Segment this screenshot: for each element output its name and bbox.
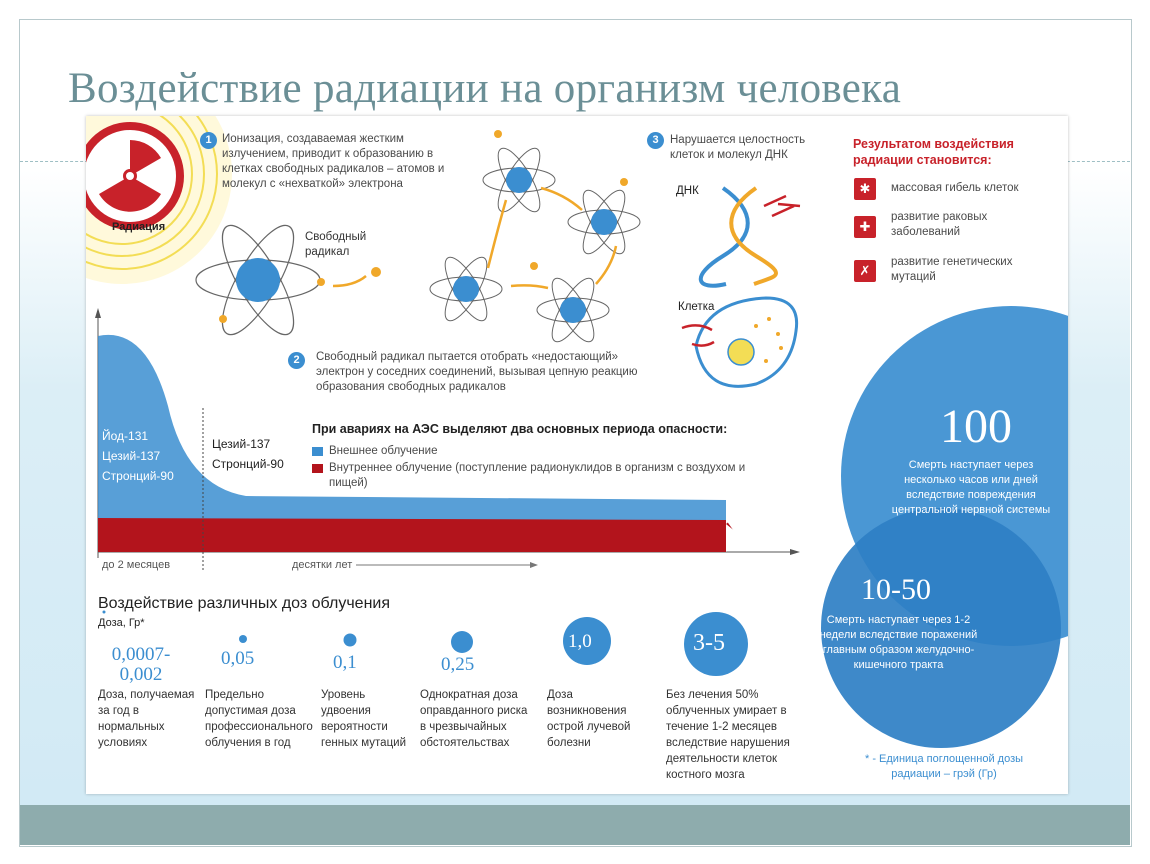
- result-item-1: массовая гибель клеток: [891, 182, 1019, 194]
- dose-value: 0,25: [441, 654, 475, 675]
- footer-band: [20, 805, 1130, 845]
- late-isotope: Цезий-137: [212, 437, 271, 451]
- results-title: Результатом воздействия радиации становится:: [853, 137, 1014, 167]
- internal-legend-label: Внутреннее облучение (поступление радионуклидов в организм с воздухом и пищей): [329, 462, 746, 489]
- dose-description: Без лечения 50% облученных умирает в течение 1-2 месяцев вследствие нарушения деятельности клеток костного мозга: [666, 689, 790, 781]
- dose-description: Предельно допустимая доза профессионального облучения в год: [205, 689, 313, 749]
- result-item-3: развитие генетических мутаций: [891, 256, 1013, 283]
- dose-description: Доза возникновения острой лучевой болезни: [547, 689, 631, 749]
- result-item-2: развитие раковых заболеваний: [891, 211, 988, 238]
- early-isotope: Стронций-90: [102, 469, 174, 483]
- dose-description: Доза, получаемая за год в нормальных условиях: [98, 689, 195, 749]
- step-2-text: Свободный радикал пытается отобрать «недостающий» электрон у соседних соединений, вызывая цепную реакцию образования свободных радикалов: [316, 351, 638, 393]
- dose-value: 0,1: [333, 652, 357, 673]
- footnote: * - Единица поглощенной дозы радиации – грэй (Гр): [864, 753, 1024, 780]
- axis-late-label: десятки лет: [292, 558, 356, 573]
- internal-legend-swatch: [312, 464, 323, 473]
- periods-heading: При авариях на АЭС выделяют два основных периода опасности:: [312, 422, 728, 436]
- dose-description: Уровень удвоения вероятности генных мутаций: [321, 689, 407, 749]
- dose-unit: Доза, Гр*: [98, 617, 145, 629]
- dose-value: 1,0: [568, 631, 592, 652]
- big-dose-description: Смерть наступает через 1-2 недели вследствие поражений главным образом желудочно-кишечного тракта: [819, 614, 978, 671]
- cells-icon: ✱: [854, 178, 876, 200]
- slide-title: Воздействие радиации на организм человека: [68, 65, 902, 112]
- late-isotope-list: [212, 434, 302, 474]
- early-isotope: Цезий-137: [102, 449, 161, 463]
- late-isotope: Стронций-90: [212, 457, 284, 471]
- step-2-number: 2: [288, 352, 305, 369]
- axis-early-label: до 2 месяцев: [102, 559, 171, 571]
- dna-label: ДНК: [676, 185, 699, 197]
- early-isotope-list: [102, 426, 192, 486]
- dose-description: Однократная доза оправданного риска в чрезвычайных обстоятельствах: [420, 689, 528, 749]
- dose-value: 0,0007-0,002: [111, 644, 171, 685]
- doses-heading: Воздействие различных доз облучения: [98, 595, 391, 612]
- free-radical-label: Свободный радикал: [305, 231, 367, 258]
- step-3-text: Нарушается целостность клеток и молекул ДНК: [670, 134, 806, 161]
- cross-icon: ✚: [854, 216, 876, 238]
- external-legend-swatch: [312, 447, 323, 456]
- big-dose-value: 10-50: [861, 573, 931, 606]
- mutation-icon: ✗: [854, 260, 876, 282]
- step-1-text: Ионизация, создаваемая жестким излучением, приводит к образованию в клетках свободных радикалов – атомов и молекул с «нехваткой» электрона: [222, 133, 445, 190]
- big-dose-value: 100: [940, 400, 1012, 453]
- step-3-number: 3: [647, 132, 664, 149]
- infographic: [86, 116, 1068, 794]
- cell-label: Клетка: [678, 301, 715, 313]
- radiation-label: Радиация: [112, 221, 166, 233]
- early-isotope: Йод-131: [102, 429, 149, 443]
- dose-value: 3-5: [693, 630, 725, 656]
- external-legend-label: Внешнее облучение: [329, 445, 438, 457]
- dose-value: 0,05: [221, 648, 255, 669]
- step-1-number: 1: [200, 132, 217, 149]
- big-dose-description: Смерть наступает через несколько часов или дней вследствие повреждения центральной нервной системы: [891, 459, 1051, 516]
